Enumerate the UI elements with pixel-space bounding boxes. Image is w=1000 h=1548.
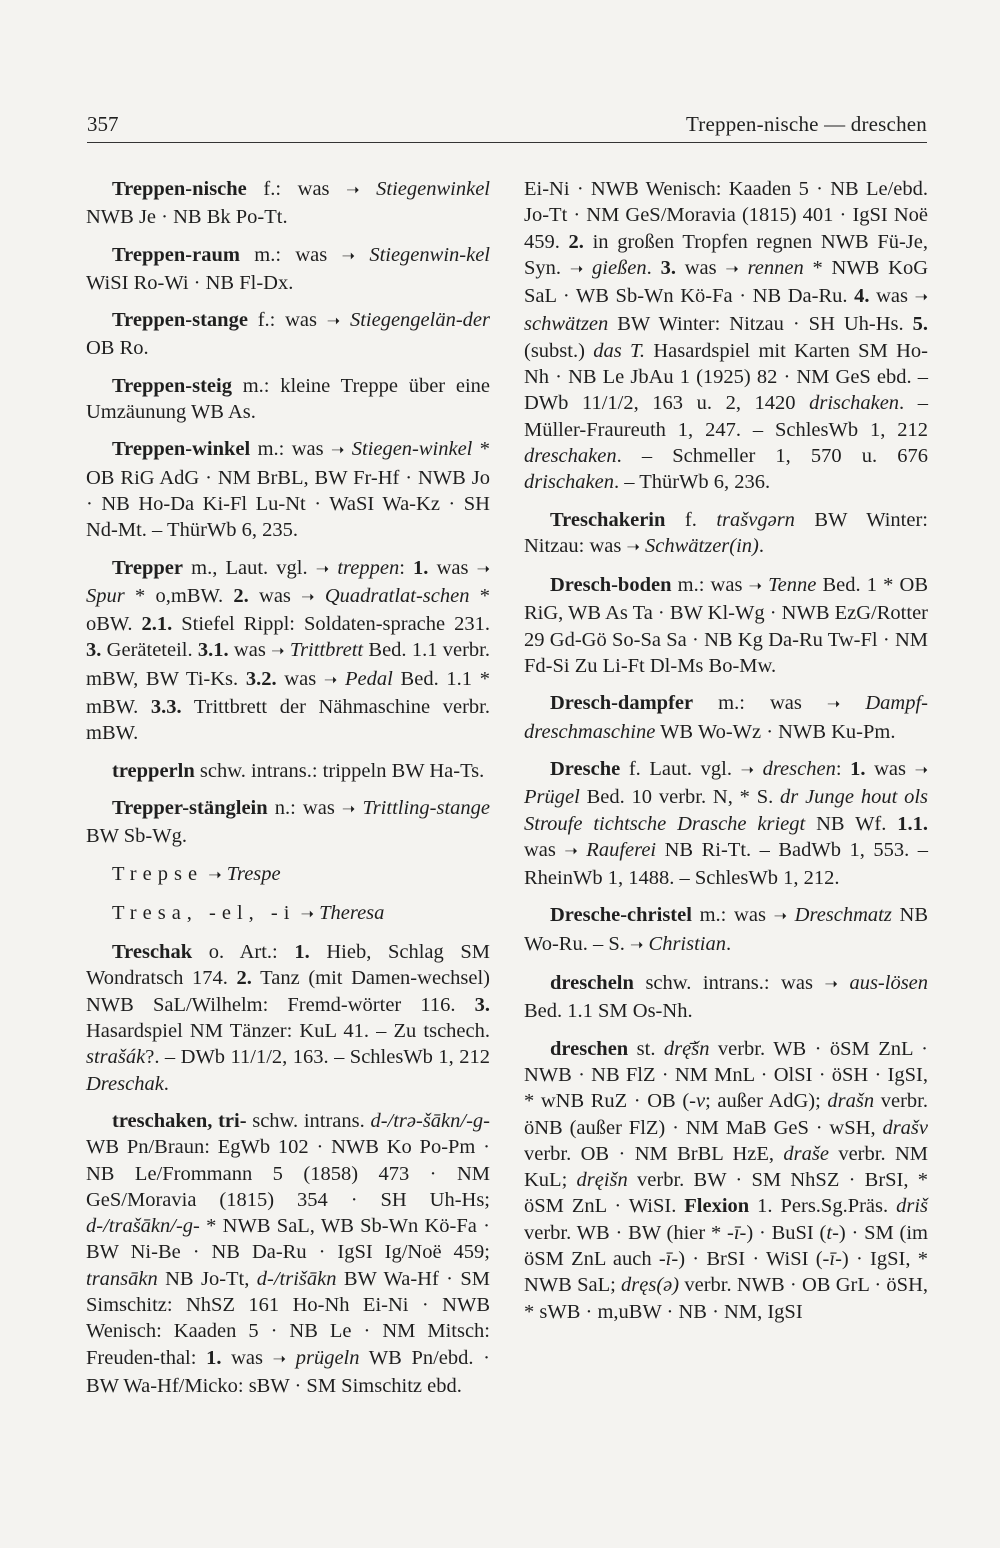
dictionary-entry xyxy=(524,902,928,959)
entry-lemma: Treppen-winkel xyxy=(112,438,251,461)
entry-body: f.: was ➝ Stiegenwinkel NWB Je · NB Bk Po-Tt. xyxy=(86,178,491,229)
dictionary-entry xyxy=(86,555,490,747)
entry-body: m., Laut. vgl. ➝ treppen: 1. was ➝ Spur * o,mBW. 2. was ➝ Quadratlat-schen * oBW. 2.1. Stiefel Rippl: Soldaten-sprache 231. 3. Geräteteil. 3.1. was ➝ Trittbrett Bed. 1.1 verbr. mBW, BW Ti-Ks. 3.2. was ➝ Pedal Bed. 1.1 * mBW. 3.3. Trittbrett der Nähmaschine verbr. mBW. xyxy=(86,556,491,745)
dictionary-entry xyxy=(86,436,490,543)
entry-lemma: Treschakerin xyxy=(550,508,666,531)
dictionary-entry xyxy=(86,1108,490,1399)
entry-body: f. trašvgərn BW Winter: Nitzau: was ➝ Schwätzer(in). xyxy=(524,508,929,557)
entry-body: n.: was ➝ Trittling-stange BW Sb-Wg. xyxy=(86,796,491,848)
entry-lemma: drescheln xyxy=(550,972,634,995)
entry-body: m.: was ➝ Stiegen-winkel * OB RiG AdG · NM BrBL, BW Fr-Hf · NWB Jo · NB Ho-Da Ki-Fl Lu-Nt · WaSI Wa-Kz · SH Nd-Mt. – ThürWb 6, 235. xyxy=(86,438,490,542)
dictionary-entry xyxy=(524,176,928,496)
entry-body: Ei-Ni · NWB Wenisch: Kaaden 5 · NB Le/ebd. Jo-Tt · NM GeS/Moravia (1815) 401 · IgSI Noë 459. 2. in großen Tropfen regnen NWB Fü-Je, Syn. ➝ gießen. 3. was ➝ rennen * NWB KoG SaL · WB Sb-Wn Kö-Fa · NB Da-Ru. 4. was ➝ schwätzen BW Winter: Nitzau · SH Uh-Hs. 5. (subst.) das T. Hasardspiel mit Karten SM Ho-Nh · NB Le JbAu 1 (1925) 82 · NM GeS ebd. – DWb 11/1/2, 163 u. 2, 1420 drischaken. – Müller-Fraureuth 1, 247. – SchlesWb 1, 212 dreschaken. – Schmeller 1, 570 u. 676 drischaken. – ThürWb 6, 236. xyxy=(524,178,929,494)
left-column xyxy=(86,176,490,1410)
running-title: Treppen-nische — dreschen xyxy=(686,112,927,136)
dictionary-entry xyxy=(524,572,928,679)
entry-body: f. Laut. vgl. ➝ dreschen: 1. was ➝ Prügel Bed. 10 verbr. N, * S. dr Junge hout ols Stroufe tichtsche Drasche kriegt NB Wf. 1.1. was ➝ Rauferei NB Ri-Tt. – BadWb 1, 553. – RheinWb 1, 1488. – SchlesWb 1, 212. xyxy=(524,757,929,890)
dictionary-entry xyxy=(524,507,928,562)
dictionary-entry xyxy=(86,939,490,1097)
dictionary-entry xyxy=(86,795,490,850)
entry-lemma: Trepper-stänglein xyxy=(112,796,268,819)
entry-body: m.: was ➝ Stiegenwin-kel WiSI Ro-Wi · NB Fl-Dx. xyxy=(86,243,490,294)
entry-lemma: Treppen-stange xyxy=(112,309,248,332)
dictionary-entry xyxy=(86,242,490,297)
entry-body: st. drę̄šn verbr. WB · öSM ZnL · NWB · NB FlZ · NM MnL · OlSI · öSH · IgSI, * wNB RuZ · OB (-v; außer AdG); drašn verbr. öNB (außer FlZ) · NM MaB GeS · wSH, drašv verbr. OB · NM BrBL HzE, draše verbr. NM KuL; dręišn verbr. BW · SM NhSZ · BrSI, * öSM ZnL · WiSI. Flexion 1. Pers.Sg.Präs. driš verbr. WB · BW (hier * -ī-) · BuSI (t-) · SM (im öSM ZnL auch -ī-) · BrSI · WiSI (-ī-) · IgSI, * NWB SaL; dręs(ə) verbr. NWB · OB GrL · öSH, * sWB · m,uBW · NB · NM, IgSI xyxy=(524,1037,929,1323)
entry-lemma: treschaken, tri- xyxy=(112,1109,247,1132)
entry-body: Tresa, -el, -i ➝ Theresa xyxy=(112,901,385,924)
entry-body: o. Art.: 1. Hieb, Schlag SM Wondratsch 174. 2. Tanz (mit Damen-wechsel) NWB SaL/Wilhelm: Fremd-wörter 116. 3. Hasardspiel NM Tänzer: KuL 41. – Zu tschech. strašák?. – DWb 11/1/2, 163. – SchlesWb 1, 212 Dreschak. xyxy=(86,941,490,1095)
entry-body: schw. intrans. d-/trə-šākn/-g- WB Pn/Braun: EgWb 102 · NWB Ko Po-Pm · NB Le/Frommann 5 (1858) 473 · NM GeS/Moravia (1815) 354 · SH Uh-Hs; d-/trašākn/-g- * NWB SaL, WB Sb-Wn Kö-Fa · BW Ni-Be · NB Da-Ru · IgSI Ig/Noë 459; transākn NB Jo-Tt, d-/trišākn BW Wa-Hf · SM Simschitz: NhSZ 161 Ho-Nh Ei-Ni · NWB Wenisch: Kaaden 5 · NB Le · NM Mitsch: Freuden-thal: 1. was ➝ prügeln WB Pn/ebd. · BW Wa-Hf/Micko: sBW · SM Simschitz ebd. xyxy=(86,1109,490,1397)
entry-lemma: Dresch-boden xyxy=(550,574,672,597)
dictionary-entry xyxy=(86,307,490,362)
dictionary-entry xyxy=(86,373,490,426)
entry-lemma: Dresche xyxy=(550,757,621,780)
dictionary-entry xyxy=(86,900,490,928)
dictionary-entry xyxy=(524,756,928,891)
entry-lemma: Dresch-dampfer xyxy=(550,692,694,715)
entry-lemma: Dresche-christel xyxy=(550,904,692,927)
entry-body: schw. intrans.: was ➝ aus-lösen Bed. 1.1 SM Os-Nh. xyxy=(524,972,929,1023)
header-rule xyxy=(87,142,927,143)
entry-body: Trepse ➝ Trespe xyxy=(112,862,281,885)
entry-lemma: Trepper xyxy=(112,556,183,579)
dictionary-entry xyxy=(86,758,490,784)
dictionary-entry xyxy=(524,970,928,1025)
entry-lemma: Treppen-nische xyxy=(112,178,247,200)
dictionary-entry xyxy=(86,861,490,889)
entry-body: m.: kleine Treppe über eine Umzäunung WB As. xyxy=(86,374,490,424)
entry-lemma: Treppen-steig xyxy=(112,374,232,397)
page-header xyxy=(87,112,927,144)
dictionary-entry xyxy=(86,176,490,231)
dictionary-entry xyxy=(524,690,928,745)
entry-body: m.: was ➝ Dreschmatz NB Wo-Ru. – S. ➝ Christian. xyxy=(524,904,929,955)
entry-body: m.: was ➝ Tenne Bed. 1 * OB RiG, WB As Ta · BW Kl-Wg · NWB EzG/Rotter 29 Gd-Gö So-Sa Sa · NB Kg Da-Ru Tw-Fl · NM Fd-Si Zu Li-Ft Dl-Ms Bo-Mw. xyxy=(524,574,928,678)
entry-lemma: dreschen xyxy=(550,1037,629,1060)
entry-lemma: trepperln xyxy=(112,759,195,782)
entry-body: schw. intrans.: trippeln BW Ha-Ts. xyxy=(194,759,485,782)
right-column xyxy=(524,176,928,1336)
entry-body: m.: was ➝ Dampf-dreschmaschine WB Wo-Wz · NWB Ku-Pm. xyxy=(524,692,929,743)
dictionary-entry xyxy=(524,1036,928,1325)
entry-lemma: Treschak xyxy=(112,941,193,964)
page-number: 357 xyxy=(87,112,119,136)
entry-body: f.: was ➝ Stiegengelän-der OB Ro. xyxy=(86,309,491,360)
entry-lemma: Treppen-raum xyxy=(112,243,240,266)
